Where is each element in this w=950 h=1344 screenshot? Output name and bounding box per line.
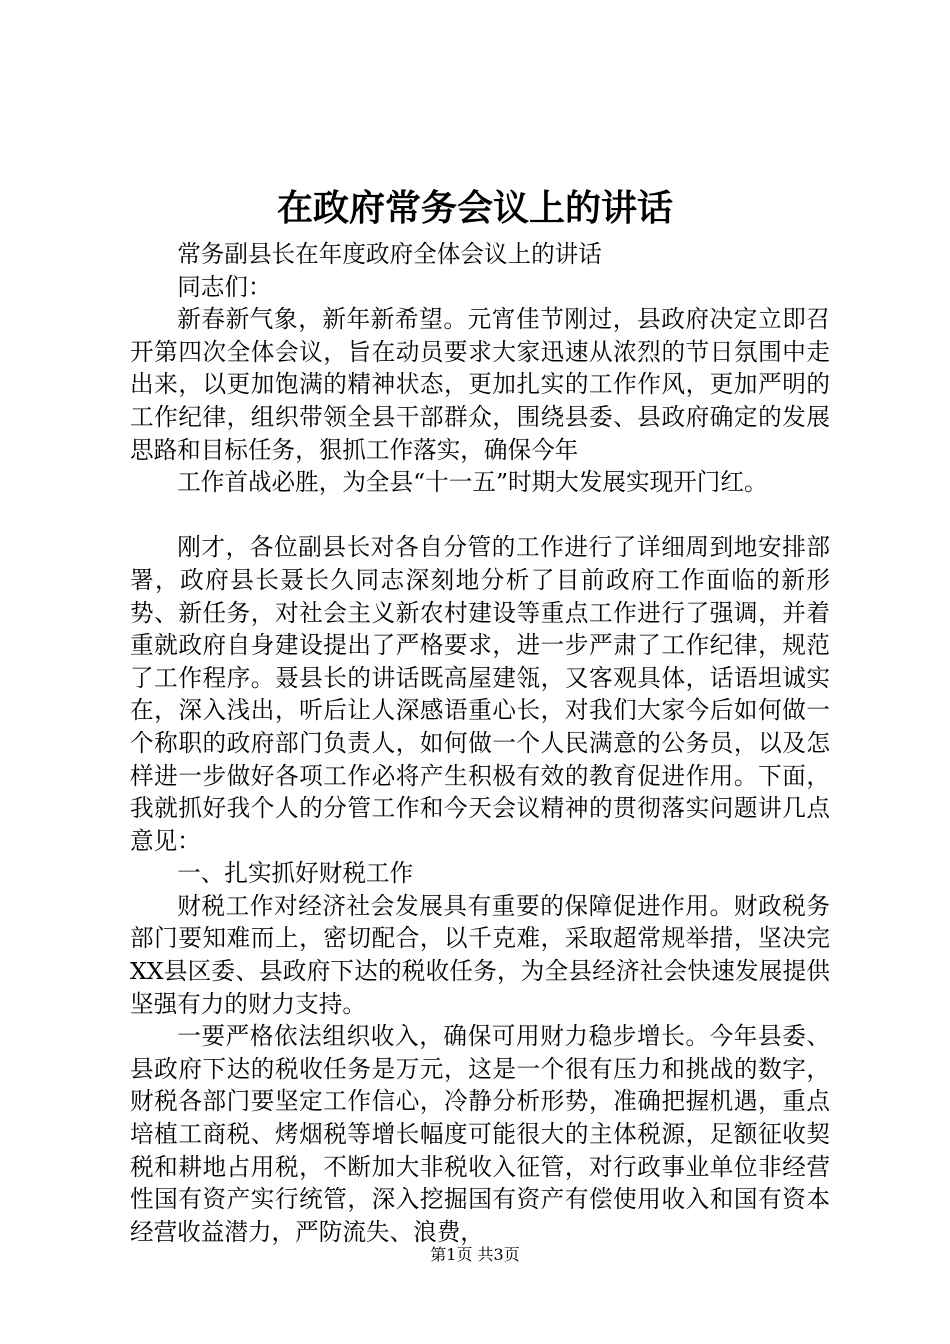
section-heading: 一、扎实抓好财税工作 — [177, 859, 414, 888]
subtitle-paragraph: 常务副县长在年度政府全体会议上的讲话 — [177, 240, 602, 268]
document-body — [130, 238, 830, 1248]
salutation-paragraph: 同志们： — [177, 272, 272, 301]
page-footer: 第1页 共3页 — [430, 1245, 520, 1264]
document-title: 在政府常务会议上的讲话 — [276, 187, 673, 229]
body-paragraph: 一要严格依法组织收入，确保可用财力稳步增长。今年县委、县政府下达的税收任务是万元，这是一个很有压力和挑战的数字，财税各部门要坚定工作信心，冷静分析形势，准确把握机遇，重点培植工商税、烤烟税等增长幅度可能很大的主体税源，足额征收契税和耕地占用税，不断加大非税收入征管，对行政事业单位非经营性国有资产实行统管，深入挖掘国有资产有偿使用收入和国有资本经营收益潜力，严防流失、浪费， — [130, 1022, 830, 1246]
body-paragraph: 财税工作对经济社会发展具有重要的保障促进作用。财政税务部门要知难而上，密切配合，以千克难，采取超常规举措，坚决完XX县区委、县政府下达的税收任务，为全县经济社会快速发展提供坚强有力的财力支持。 — [130, 891, 830, 1018]
body-paragraph: 新春新气象，新年新希望。元宵佳节刚过，县政府决定立即召开第四次全体会议，旨在动员要求大家迅速从浓烈的节日氛围中走出来，以更加饱满的精神状态，更加扎实的工作作风，更加严明的工作纪律，组织带领全县干部群众，围绕县委、县政府确定的发展思路和目标任务，狠抓工作落实，确保今年 — [130, 305, 830, 464]
blank-line — [130, 499, 830, 532]
body-paragraph: 工作首战必胜，为全县“十一五”时期大发展实现开门红。 — [177, 468, 768, 497]
body-paragraph: 刚才，各位副县长对各自分管的工作进行了详细周到地安排部署，政府县长聂长久同志深刻地分析了目前政府工作面临的新形势、新任务，对社会主义新农村建设等重点工作进行了强调，并着重就政府自身建设提出了严格要求，进一步严肃了工作纪律，规范了工作程序。聂县长的讲话既高屋建瓴，又客观具体，话语坦诚实在，深入浅出，听后让人深感语重心长，对我们大家今后如何做一个称职的政府部门负责人，如何做一个人民满意的公务员，以及怎样进一步做好各项工作必将产生积极有效的教育促进作用。下面，我就抓好我个人的分管工作和今天会议精神的贯彻落实问题讲几点意见： — [130, 533, 830, 855]
